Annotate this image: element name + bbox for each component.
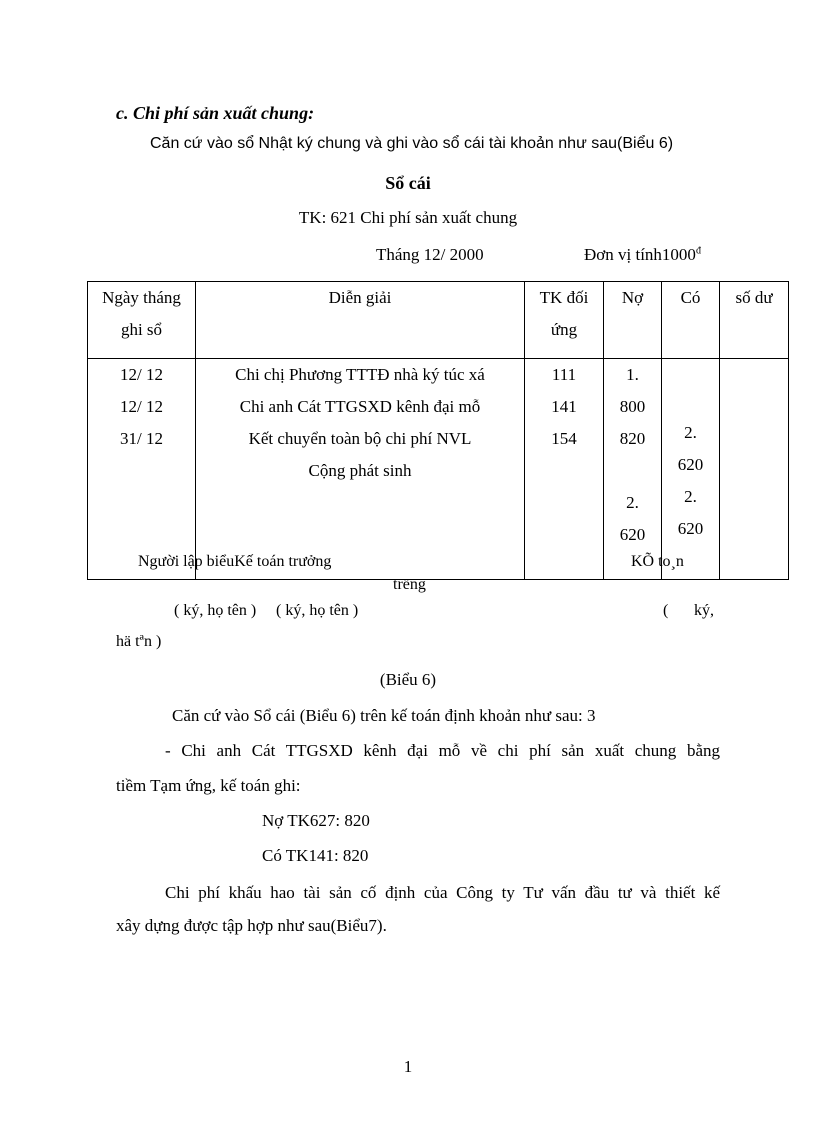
ledger-title: Sổ cái (385, 173, 431, 193)
row-date: 12/ 12 (120, 397, 163, 416)
row-date: 31/ 12 (120, 429, 163, 448)
paragraph-2-line2: tiềm Tạm ứng, kế toán ghi: (116, 776, 301, 795)
credit-line: 620 (677, 519, 704, 538)
page-number: 1 (403, 1057, 413, 1076)
paragraph-2-line1: - Chi anh Cát TTGSXD kênh đại mỗ về chi phí sản xuất chung bằng (165, 741, 720, 760)
journal-entry-debit: Nợ TK627: 820 (262, 811, 370, 830)
account-column (525, 359, 604, 580)
debit-line (604, 455, 661, 487)
header-debit (604, 282, 662, 359)
date-column (88, 359, 196, 580)
row-description: Cộng phát sinh (308, 461, 412, 480)
debit-line: 1. (626, 365, 639, 384)
row-account: 141 (551, 397, 577, 416)
header-balance (720, 282, 789, 359)
header-debit-text: Nợ (621, 288, 644, 307)
ledger-table (87, 281, 789, 580)
paragraph-3-line2: xây dựng được tập hợp như sau(Biểu7). (116, 916, 387, 935)
sign-chief: ( ký, họ tên ) (276, 602, 359, 619)
header-date-line1: Ngày tháng (102, 288, 181, 307)
header-account-line2: ứng (550, 320, 578, 339)
chief-accountant-label: Kế toán trưởng (234, 553, 332, 570)
credit-line: 2. (684, 423, 697, 442)
sign-director-cont: hä tªn ) (116, 633, 162, 650)
credit-column (662, 359, 720, 580)
debit-line: 820 (619, 429, 646, 448)
ledger-caption: (Biểu 6) (379, 670, 437, 689)
ledger-header-row (88, 282, 789, 359)
ledger-account: TK: 621 Chi phí sản xuất chung (298, 208, 518, 227)
debit-column (604, 359, 662, 580)
row-account: 154 (551, 429, 577, 448)
header-account-line1: TK đối (539, 288, 589, 307)
header-account (525, 282, 604, 359)
signature-director-line1: KÕ to¸n (631, 553, 684, 570)
sign-director-word: ký, (694, 602, 714, 619)
ledger-body-row (88, 359, 789, 580)
header-balance-text: số dư (735, 288, 773, 307)
sign-preparer: ( ký, họ tên ) (174, 602, 257, 619)
header-date-line2: ghi sổ (120, 320, 163, 339)
row-date: 12/ 12 (120, 365, 163, 384)
paragraph-3-line1: Chi phí khấu hao tài sản cố định của Công ty Tư vấn đầu tư và thiết kế (165, 883, 720, 902)
signature-preparer (138, 553, 331, 571)
signature-director-line2: trëng (393, 576, 426, 593)
credit-line (662, 391, 719, 417)
ledger-month: Tháng 12/ 2000 (376, 245, 484, 264)
paragraph-1: Căn cứ vào Sổ cái (Biểu 6) trên kế toán định khoản như sau: 3 (172, 706, 596, 725)
row-description: Kết chuyển toàn bộ chi phí NVL (248, 429, 472, 448)
row-description: Chi chị Phương TTTĐ nhà ký túc xá (235, 365, 485, 384)
header-description (196, 282, 525, 359)
description-column (196, 359, 525, 580)
header-description-text: Diễn giải (328, 288, 392, 307)
credit-line: 620 (677, 455, 704, 474)
debit-line: 620 (619, 525, 646, 544)
sign-director-open: ( (663, 602, 669, 619)
debit-line: 800 (619, 397, 646, 416)
ledger-unit (584, 245, 701, 265)
row-account: 111 (551, 365, 577, 384)
preparer-label: Người lập biểu (138, 553, 235, 570)
section-heading: c. Chi phí sản xuất chung: (116, 103, 315, 123)
balance-column (720, 359, 789, 580)
unit-label: Đơn vị tính1000 (584, 245, 696, 264)
unit-superscript: đ (695, 245, 701, 257)
header-credit (662, 282, 720, 359)
credit-line: 2. (684, 487, 697, 506)
debit-line: 2. (626, 493, 639, 512)
journal-entry-credit: Có TK141: 820 (262, 846, 369, 865)
row-description: Chi anh Cát TTGSXD kênh đại mỗ (239, 397, 481, 416)
intro-text: Căn cứ vào sổ Nhật ký chung và ghi vào sổ cái tài khoản như sau(Biểu 6) (150, 135, 674, 152)
header-credit-text: Có (680, 288, 701, 307)
header-date (88, 282, 196, 359)
